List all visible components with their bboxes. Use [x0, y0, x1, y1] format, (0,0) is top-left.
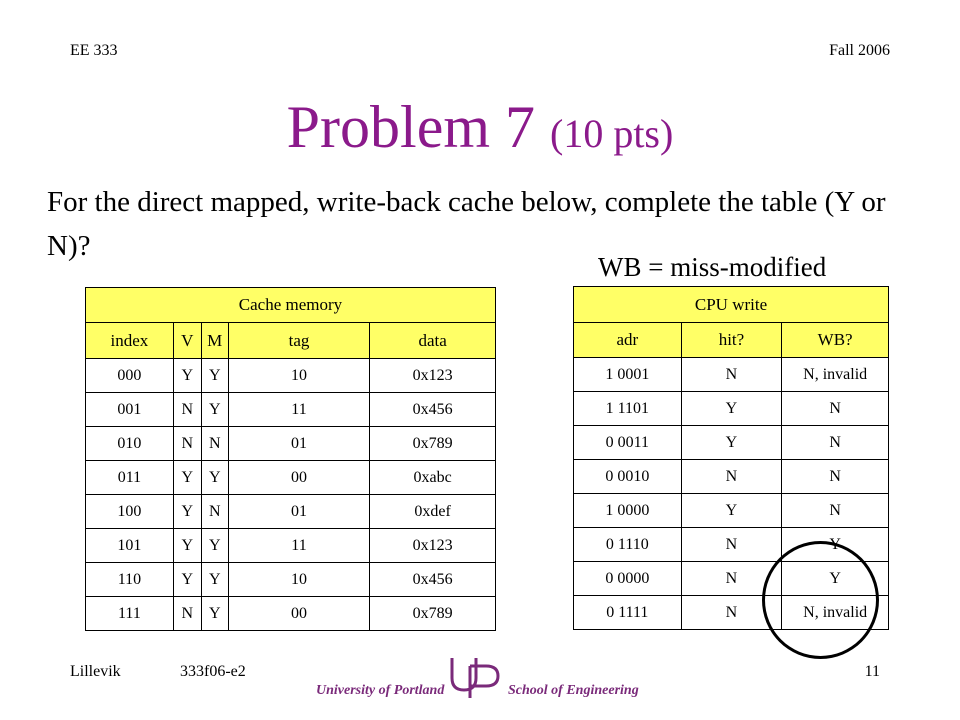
- cell-tag: 00: [228, 597, 370, 631]
- cell-index: 110: [86, 563, 174, 597]
- term-label: Fall 2006: [829, 42, 890, 59]
- cell-index: 010: [86, 427, 174, 461]
- cell-data: 0x789: [370, 427, 496, 461]
- cell-data: 0x123: [370, 359, 496, 393]
- highlight-oval: [762, 541, 879, 659]
- table-row: [86, 597, 496, 631]
- cell-wb: N: [782, 494, 889, 528]
- cell-tag: 11: [228, 393, 370, 427]
- cell-tag: 10: [228, 563, 370, 597]
- cell-m: Y: [201, 563, 228, 597]
- table-row: [574, 392, 889, 426]
- table-title: Cache memory: [86, 288, 496, 323]
- cell-hit: N: [681, 528, 782, 562]
- table-row: [574, 358, 889, 392]
- column-header-index: index: [86, 323, 174, 359]
- table-row: [86, 393, 496, 427]
- column-header-m: M: [201, 323, 228, 359]
- footer-author: Lillevik: [70, 663, 121, 680]
- column-header-data: data: [370, 323, 496, 359]
- cell-hit: Y: [681, 494, 782, 528]
- table-row: [86, 529, 496, 563]
- cell-wb: N, invalid: [782, 596, 889, 630]
- cell-data: 0x456: [370, 393, 496, 427]
- cell-adr: 0 1111: [574, 596, 682, 630]
- cell-wb: N: [782, 392, 889, 426]
- cell-v: N: [173, 597, 201, 631]
- course-label: EE 333: [70, 42, 118, 59]
- question-text: For the direct mapped, write-back cache below, complete the table (Y or N)?: [47, 186, 886, 262]
- table-title: CPU write: [574, 287, 889, 323]
- cell-wb: N: [782, 460, 889, 494]
- cell-v: Y: [173, 563, 201, 597]
- cell-adr: 0 0011: [574, 426, 682, 460]
- cell-v: Y: [173, 495, 201, 529]
- cell-index: 001: [86, 393, 174, 427]
- cell-hit: Y: [681, 392, 782, 426]
- table-row: [86, 359, 496, 393]
- table-row: [574, 494, 889, 528]
- cell-hit: N: [681, 358, 782, 392]
- cache-memory-table: [85, 287, 496, 631]
- cell-data: 0xdef: [370, 495, 496, 529]
- wb-note: WB = miss-modified: [598, 252, 827, 282]
- cell-wb: Y: [782, 528, 889, 562]
- cell-adr: 1 0000: [574, 494, 682, 528]
- title-main: Problem 7: [286, 94, 550, 160]
- cell-wb: Y: [782, 562, 889, 596]
- cell-wb: N: [782, 426, 889, 460]
- cell-adr: 1 1101: [574, 392, 682, 426]
- cell-index: 111: [86, 597, 174, 631]
- cell-tag: 01: [228, 495, 370, 529]
- cell-data: 0x456: [370, 563, 496, 597]
- table-row: [86, 427, 496, 461]
- table-row: [86, 495, 496, 529]
- cell-hit: N: [681, 596, 782, 630]
- cell-m: Y: [201, 359, 228, 393]
- cell-data: 0x789: [370, 597, 496, 631]
- cell-index: 000: [86, 359, 174, 393]
- cell-v: Y: [173, 529, 201, 563]
- table-row: [86, 563, 496, 597]
- table-row: [86, 461, 496, 495]
- cell-adr: 1 0001: [574, 358, 682, 392]
- cell-index: 101: [86, 529, 174, 563]
- column-header-v: V: [173, 323, 201, 359]
- title-points: (10 pts): [550, 111, 674, 156]
- cell-hit: N: [681, 562, 782, 596]
- cell-hit: Y: [681, 426, 782, 460]
- table-row: [574, 460, 889, 494]
- cell-v: N: [173, 393, 201, 427]
- cell-m: N: [201, 495, 228, 529]
- slide-title: [0, 92, 960, 169]
- cell-tag: 00: [228, 461, 370, 495]
- cell-tag: 11: [228, 529, 370, 563]
- cell-data: 0xabc: [370, 461, 496, 495]
- cell-m: Y: [201, 597, 228, 631]
- school-name: School of Engineering: [508, 683, 639, 698]
- cell-adr: 0 0010: [574, 460, 682, 494]
- cell-tag: 01: [228, 427, 370, 461]
- cell-m: Y: [201, 393, 228, 427]
- column-header-wb: WB?: [782, 323, 889, 358]
- column-header-hit: hit?: [681, 323, 782, 358]
- column-header-adr: adr: [574, 323, 682, 358]
- cell-hit: N: [681, 460, 782, 494]
- cell-v: Y: [173, 461, 201, 495]
- cell-data: 0x123: [370, 529, 496, 563]
- cell-index: 100: [86, 495, 174, 529]
- footer-page-number: 11: [864, 663, 880, 680]
- cell-v: Y: [173, 359, 201, 393]
- cell-wb: N, invalid: [782, 358, 889, 392]
- cell-adr: 0 1110: [574, 528, 682, 562]
- cell-v: N: [173, 427, 201, 461]
- cell-m: N: [201, 427, 228, 461]
- cell-tag: 10: [228, 359, 370, 393]
- footer-file: 333f06-e2: [180, 663, 246, 680]
- university-name: University of Portland: [316, 683, 445, 698]
- cell-index: 011: [86, 461, 174, 495]
- cell-m: Y: [201, 529, 228, 563]
- column-header-tag: tag: [228, 323, 370, 359]
- up-logo-icon: [448, 654, 504, 702]
- table-row: [574, 426, 889, 460]
- cell-adr: 0 0000: [574, 562, 682, 596]
- cell-m: Y: [201, 461, 228, 495]
